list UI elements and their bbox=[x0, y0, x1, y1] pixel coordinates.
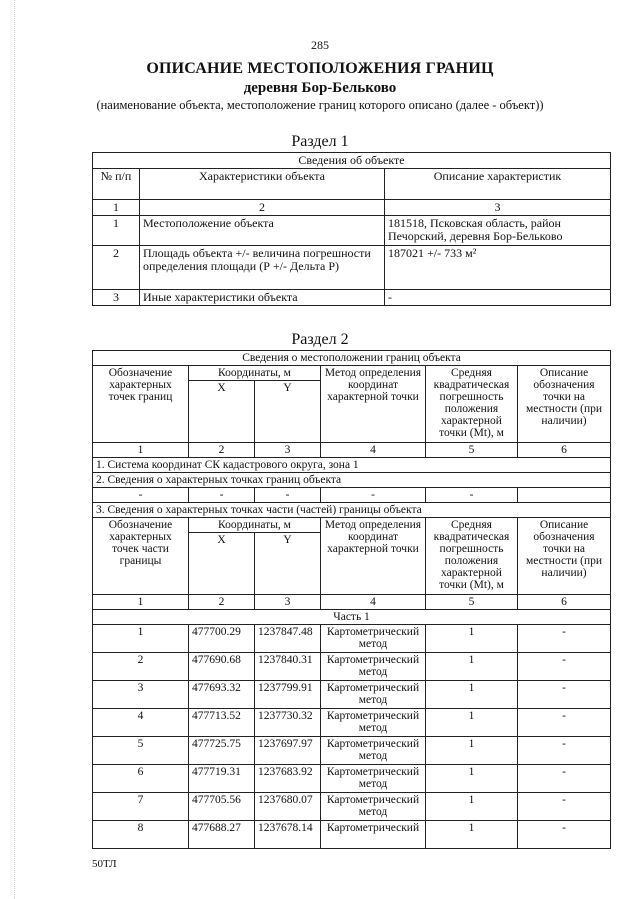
col-number: 1 bbox=[93, 200, 140, 216]
object-name: деревня Бор-Бельково bbox=[243, 80, 397, 96]
document-title: ОПИСАНИЕ МЕСТОПОЛОЖЕНИЯ ГРАНИЦ bbox=[146, 60, 494, 77]
part-label: Часть 1 bbox=[93, 610, 611, 625]
table-row: 7 477705.56 1237680.07 Картометрический метод 1 - bbox=[93, 793, 611, 821]
col-header-x: X bbox=[189, 381, 255, 443]
col-header-method: Метод определения координат характерной точки bbox=[321, 518, 426, 595]
col-header-characteristic: Характеристики объекта bbox=[140, 169, 385, 200]
table-row: 1 477700.29 1237847.48 Картометрический метод 1 - bbox=[93, 625, 611, 653]
col-header-point: Обозначение характерных точек границ bbox=[93, 366, 189, 443]
col-header-coords: Координаты, м bbox=[189, 366, 321, 381]
section1-heading: Раздел 1 bbox=[291, 133, 349, 150]
table-row: 2 Площадь объекта +/- величина погрешности определения площади (Р +/- Дельта Р) 187021 +/- 733 м² bbox=[93, 246, 611, 290]
col-header-y: Y bbox=[255, 381, 321, 443]
table-row: 2 477690.68 1237840.31 Картометрический метод 1 - bbox=[93, 653, 611, 681]
object-info-table bbox=[92, 152, 611, 306]
boundary-points-table: Сведения о местоположении границ объекта Обозначение характерных точек границ Координаты, м Метод определения координат характерной точки Средняя квадратическая погрешность положения характерной точки (Mt), м Описание обозначения точки на местности (при наличии) X Y 1 2 3 4 5 6 1. Система координат СК кадастрового округа, зона 1 2. Сведения о характерных точках границ объекта - - - - - 3. Сведения о характерных точках части (частей) границы объекта Обозначение характерных точек части границы Координаты, м Метод определения координат характерной точки Средняя квадратическая погрешность положения характерной точки (Mt), м Описание обозначения точки на местности (при наличии) X Y 1 2 3 4 5 6 Часть 1 1 477700.29 1237847.48 Картометрический метод 1 - 2 477690.68 1237840.31 Картометрический метод 1 - 3 477693.32 1237799.91 Картометрический метод 1 - 4 477713.52 1237730.32 Картометрический метод 1 - 5 477725.75 1237697.97 Картометрический метод 1 - 6 477719.31 1237683.92 Картометрический метод 1 - 7 477705.56 1237680.07 Картометрический метод 1 - 8 477688.27 1237678.14 Картометрический 1 - bbox=[92, 350, 611, 849]
col-header-coords: Координаты, м bbox=[189, 518, 321, 533]
footer-code: 50ТЛ bbox=[92, 858, 117, 870]
table-row: 1 Местоположение объекта 181518, Псковская область, район Печорский, деревня Бор-Бельково bbox=[93, 216, 611, 246]
table-row: 5 477725.75 1237697.97 Картометрический метод 1 - bbox=[93, 737, 611, 765]
table-row: 6 477719.31 1237683.92 Картометрический метод 1 - bbox=[93, 765, 611, 793]
table-row: 3 477693.32 1237799.91 Картометрический метод 1 - bbox=[93, 681, 611, 709]
section2-heading: Раздел 2 bbox=[291, 331, 349, 348]
col-header-number: № п/п bbox=[93, 169, 140, 200]
col-header-description: Описание характеристик bbox=[385, 169, 611, 200]
page-number: 285 bbox=[311, 38, 329, 52]
col-number: 2 bbox=[140, 200, 385, 216]
col-number: 3 bbox=[385, 200, 611, 216]
col-header-accuracy: Средняя квадратическая погрешность положения характерной точки (Mt), м bbox=[426, 366, 518, 443]
col-header-description: Описание обозначения точки на местности (при наличии) bbox=[518, 518, 611, 595]
col-header-x: X bbox=[189, 533, 255, 595]
subsection-2-title: 2. Сведения о характерных точках границ объекта bbox=[93, 473, 611, 488]
table-caption: Сведения о местоположении границ объекта bbox=[93, 351, 611, 366]
table-caption: Сведения об объекте bbox=[93, 153, 611, 169]
table-row: 3 Иные характеристики объекта - bbox=[93, 290, 611, 306]
col-header-part-point: Обозначение характерных точек части границы bbox=[93, 518, 189, 595]
table-row: 8 477688.27 1237678.14 Картометрический 1 - bbox=[93, 821, 611, 849]
col-header-y: Y bbox=[255, 533, 321, 595]
table-row: - - - - - bbox=[93, 488, 611, 503]
table-row: 4 477713.52 1237730.32 Картометрический метод 1 - bbox=[93, 709, 611, 737]
object-caption: (наименование объекта, местоположение границ которого описано (далее - объект)) bbox=[96, 98, 544, 112]
col-header-description: Описание обозначения точки на местности (при наличии) bbox=[518, 366, 611, 443]
col-header-accuracy: Средняя квадратическая погрешность положения характерной точки (Mt), м bbox=[426, 518, 518, 595]
col-header-method: Метод определения координат характерной точки bbox=[321, 366, 426, 443]
coord-system: 1. Система координат СК кадастрового округа, зона 1 bbox=[93, 458, 611, 473]
subsection-3-title: 3. Сведения о характерных точках части (частей) границы объекта bbox=[93, 503, 611, 518]
